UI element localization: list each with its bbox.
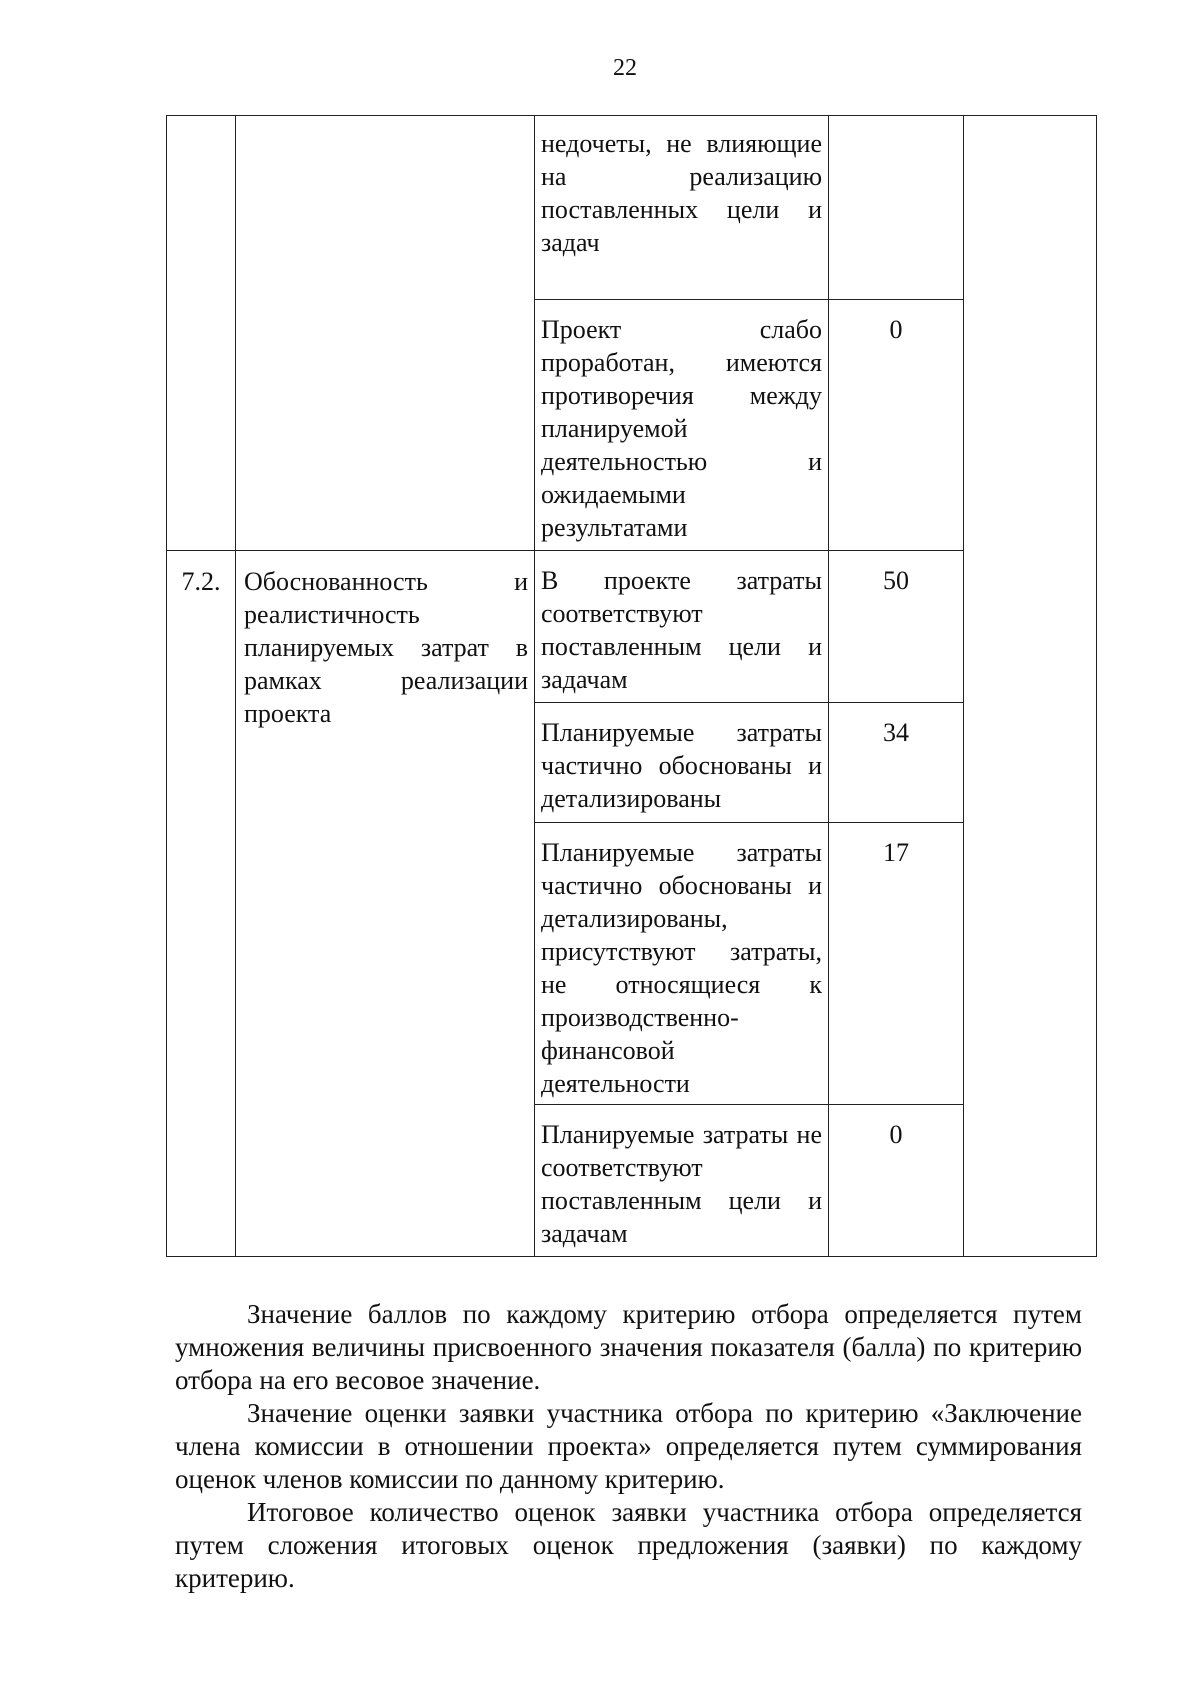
table-cell-description: Планируемые затраты частично обоснованы и детализированы — [535, 703, 829, 823]
page-number: 22 — [613, 55, 637, 81]
table-cell-weight — [964, 116, 1097, 1257]
paragraph: Итоговое количество оценок заявки участника отбора определяется путем сложения итоговых оценок предложения (заявки) по каждому критерию. — [175, 1497, 1082, 1593]
table-cell-description: недочеты, не влияющие на реализацию поставленных цели и задач — [535, 116, 829, 300]
table-cell-number — [167, 116, 236, 551]
table-cell-score: 17 — [829, 823, 964, 1105]
table-row — [167, 116, 1097, 300]
table-cell-description: Проект слабо проработан, имеются противоречия между планируемой деятельностью и ожидаемыми результатами — [535, 300, 829, 551]
table-cell-score: 50 — [829, 551, 964, 703]
table-cell-description: Планируемые затраты частично обоснованы и детализированы, присутствуют затраты, не относящиеся к производственно-финансовой деятельности — [535, 823, 829, 1105]
paragraph: Значение баллов по каждому критерию отбора определяется путем умножения величины присвоенного значения показателя (балла) по критерию отбора на его весовое значение. — [175, 1299, 1082, 1395]
table-cell-criterion — [236, 116, 535, 551]
criterion-name: Обоснованность и реалистичность планируемых затрат в рамках реализации проекта — [236, 551, 535, 1257]
table-row — [167, 551, 1097, 703]
table-cell-description: В проекте затраты соответствуют поставленным цели и задачам — [535, 551, 829, 703]
table-cell-score — [829, 116, 964, 300]
table-cell-score: 34 — [829, 703, 964, 823]
criteria-table — [166, 115, 1097, 1257]
criterion-number: 7.2. — [167, 551, 236, 1257]
table-cell-score: 0 — [829, 300, 964, 551]
table-cell-score: 0 — [829, 1105, 964, 1257]
body-text — [175, 1298, 1082, 1595]
table-cell-description: Планируемые затраты не соответствуют поставленным цели и задачам — [535, 1105, 829, 1257]
paragraph: Значение оценки заявки участника отбора по критерию «Заключение члена комиссии в отношении проекта» определяется путем суммирования оценок членов комиссии по данному критерию. — [175, 1398, 1082, 1494]
